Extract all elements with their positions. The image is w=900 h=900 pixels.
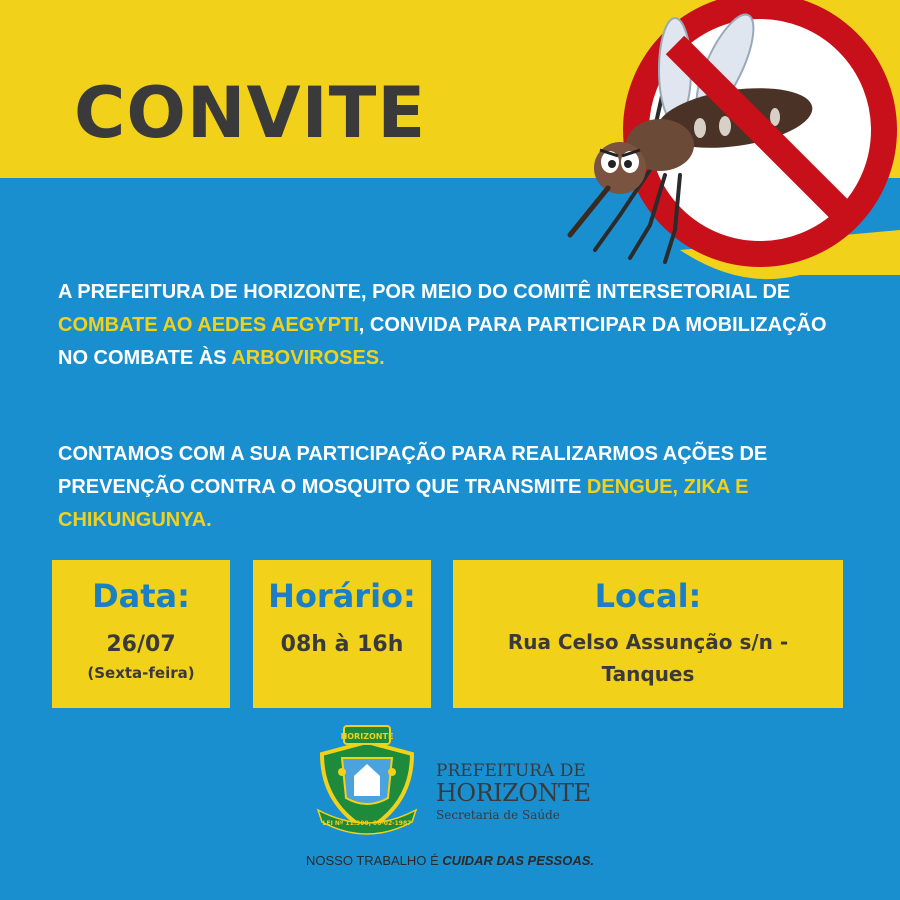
weekday-note: (Sexta-feira) (87, 664, 195, 682)
location-address: Rua Celso Assunção s/n - (507, 630, 789, 654)
participation-text: CONTAMOS COM A SUA PARTICIPAÇÃO PARA REALIZARMOS AÇÕES DE PREVENÇÃO CONTRA O MOSQUITO QUE TRANSMITE (58, 443, 768, 498)
emblem-top-text: HORIZONTE (340, 732, 394, 741)
org-name-line2: HORIZONTE (436, 779, 591, 807)
time-value: 08h à 16h (280, 632, 404, 657)
invitation-text: A PREFEITURA DE HORIZONTE, POR MEIO DO COMITÊ INTERSETORIAL DE (58, 281, 791, 303)
location-box (453, 560, 843, 708)
invitation-text: , CONVIDA PARA PARTICIPAR DA MOBILIZAÇÃO NO COMBATE ÀS (58, 314, 827, 369)
org-name-line1: PREFEITURA DE (436, 761, 586, 781)
time-label: Horário: (268, 577, 416, 615)
location-neighborhood: Tanques (601, 662, 695, 686)
motto-bold: CUIDAR DAS PESSOAS. (442, 853, 594, 868)
time-box (253, 560, 431, 708)
date-value: 26/07 (106, 632, 176, 657)
highlight-text: DENGUE, ZIKA E CHIKUNGUNYA. (58, 476, 749, 531)
invitation-paragraph (58, 276, 858, 375)
footer-motto (0, 853, 900, 868)
participation-paragraph (58, 438, 858, 537)
org-department: Secretaria de Saúde (436, 808, 560, 822)
motto-plain: NOSSO TRABALHO É (306, 853, 443, 868)
horizonte-coat-of-arms-icon (314, 724, 420, 836)
date-label: Data: (92, 577, 190, 615)
no-mosquito-icon (500, 0, 900, 290)
date-box (52, 560, 230, 708)
highlight-text: ARBOVIROSES. (231, 347, 385, 369)
location-label: Local: (594, 577, 702, 615)
emblem-ribbon-text: LEI Nº 11.300, 06-02-1987 (322, 820, 412, 827)
organization-logo-text (436, 762, 591, 823)
page-title: CONVITE (74, 72, 427, 154)
highlight-text: COMBATE AO AEDES AEGYPTI (58, 314, 359, 336)
